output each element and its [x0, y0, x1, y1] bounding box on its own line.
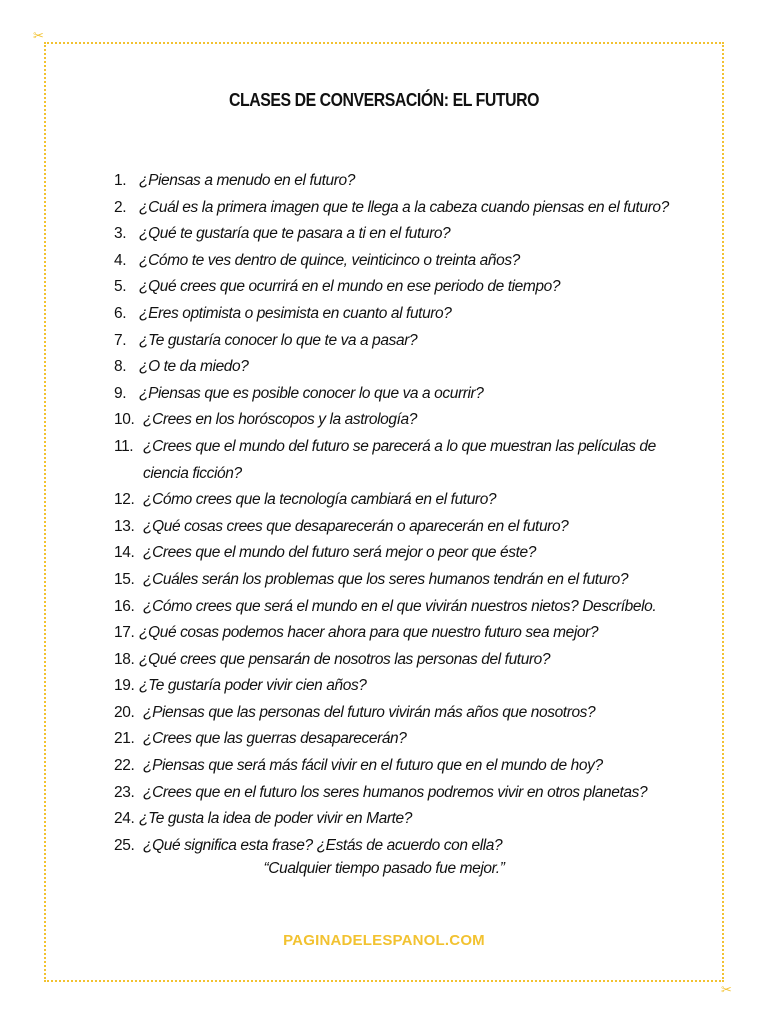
question-text: ¿Te gustaría poder vivir cien años? [139, 677, 367, 695]
question-number: 1. [114, 172, 127, 189]
question-item [114, 514, 684, 541]
question-text: ¿Cómo crees que la tecnología cambiará en el futuro? [143, 491, 497, 509]
question-item [114, 753, 684, 780]
question-item [114, 328, 684, 355]
question-number: 14. [114, 544, 135, 562]
question-item [114, 221, 684, 248]
question-item [114, 381, 684, 408]
question-number: 15. [114, 570, 135, 588]
question-number: 24. [114, 810, 135, 828]
question-item [114, 673, 684, 700]
question-text: ¿Cuál es la primera imagen que te llega a la cabeza cuando piensas en el futuro? [139, 198, 669, 216]
question-item [114, 726, 684, 753]
question-item [114, 833, 684, 860]
question-number: 17. [114, 624, 135, 642]
scissors-icon: ✂ [721, 983, 732, 998]
question-number: 9. [114, 384, 127, 402]
question-item [114, 274, 684, 301]
question-text: ¿Piensas que será más fácil vivir en el futuro que en el mundo de hoy? [143, 757, 603, 775]
question-text: ¿Crees que el mundo del futuro será mejor o peor que éste? [143, 544, 536, 562]
question-number: 3. [114, 225, 127, 243]
scissors-icon: ✂ [33, 29, 44, 44]
question-number: 16. [114, 597, 135, 615]
question-text: ¿Crees que en el futuro los seres humanos podremos vivir en otros planetas? [143, 783, 648, 801]
question-number: 4. [114, 251, 127, 269]
question-number: 20. [114, 703, 135, 721]
question-text: ¿Piensas que es posible conocer lo que va a ocurrir? [139, 384, 484, 402]
question-item [114, 407, 684, 434]
page-title: CLASES DE CONVERSACIÓN: EL FUTURO [229, 90, 539, 110]
question-text: ¿Te gusta la idea de poder vivir en Marte? [139, 810, 412, 828]
question-text: ¿Qué cosas crees que desaparecerán o aparecerán en el futuro? [143, 517, 569, 535]
question-text: ¿Piensas que las personas del futuro vivirán más años que nosotros? [143, 703, 596, 721]
question-number: 23. [114, 783, 135, 801]
question-text: ¿Qué te gustaría que te pasara a ti en el futuro? [139, 225, 451, 243]
question-number: 18. [114, 650, 135, 668]
question-text: ¿Qué crees que ocurrirá en el mundo en ese periodo de tiempo? [139, 278, 561, 296]
question-number: 12. [114, 491, 135, 509]
question-text: ¿Crees que el mundo del futuro se parecerá a lo que muestran las películas de ciencia ficción? [143, 437, 656, 482]
question-text: ¿Cómo crees que será el mundo en el que vivirán nuestros nietos? Descríbelo. [143, 597, 657, 615]
question-number: 25. [114, 836, 135, 854]
question-item [114, 487, 684, 514]
question-number: 6. [114, 304, 127, 322]
question-item [114, 248, 684, 275]
question-item [114, 567, 684, 594]
question-number: 5. [114, 278, 127, 296]
question-item [114, 301, 684, 328]
question-number: 19. [114, 677, 135, 695]
question-number: 11. [114, 437, 134, 455]
question-text: ¿Qué cosas podemos hacer ahora para que nuestro futuro sea mejor? [139, 624, 599, 642]
question-number: 22. [114, 757, 135, 775]
question-text: ¿Piensas a menudo en el futuro? [139, 172, 355, 189]
question-item [114, 700, 684, 727]
question-text: ¿Crees que las guerras desaparecerán? [143, 730, 407, 748]
question-number: 13. [114, 517, 135, 535]
question-text: ¿Qué significa esta frase? ¿Estás de acuerdo con ella? [143, 836, 503, 854]
question-number: 21. [114, 730, 135, 748]
question-item [114, 620, 684, 647]
question-number: 8. [114, 358, 127, 376]
question-item [114, 168, 684, 195]
question-item [114, 434, 684, 487]
question-text: ¿Crees en los horóscopos y la astrología? [143, 411, 417, 429]
website-footer: PAGINADELESPANOL.COM [283, 932, 485, 949]
question-item [114, 780, 684, 807]
question-number: 7. [114, 331, 127, 349]
question-item [114, 806, 684, 833]
question-text: ¿Eres optimista o pesimista en cuanto al futuro? [139, 304, 452, 322]
question-text: ¿Te gustaría conocer lo que te va a pasar? [139, 331, 418, 349]
question-text: ¿Cómo te ves dentro de quince, veinticinco o treinta años? [139, 251, 520, 269]
question-item [114, 195, 684, 222]
question-number: 2. [114, 198, 127, 216]
question-item [114, 354, 684, 381]
question-text: ¿Qué crees que pensarán de nosotros las personas del futuro? [139, 650, 551, 668]
question-number: 10. [114, 411, 135, 429]
question-item [114, 540, 684, 567]
question-text: ¿Cuáles serán los problemas que los seres humanos tendrán en el futuro? [143, 570, 629, 588]
question-item [114, 647, 684, 674]
quote-text: “Cualquier tiempo pasado fue mejor.” [263, 860, 505, 877]
question-text: ¿O te da miedo? [139, 358, 249, 376]
question-item [114, 594, 684, 621]
question-list [114, 168, 684, 859]
